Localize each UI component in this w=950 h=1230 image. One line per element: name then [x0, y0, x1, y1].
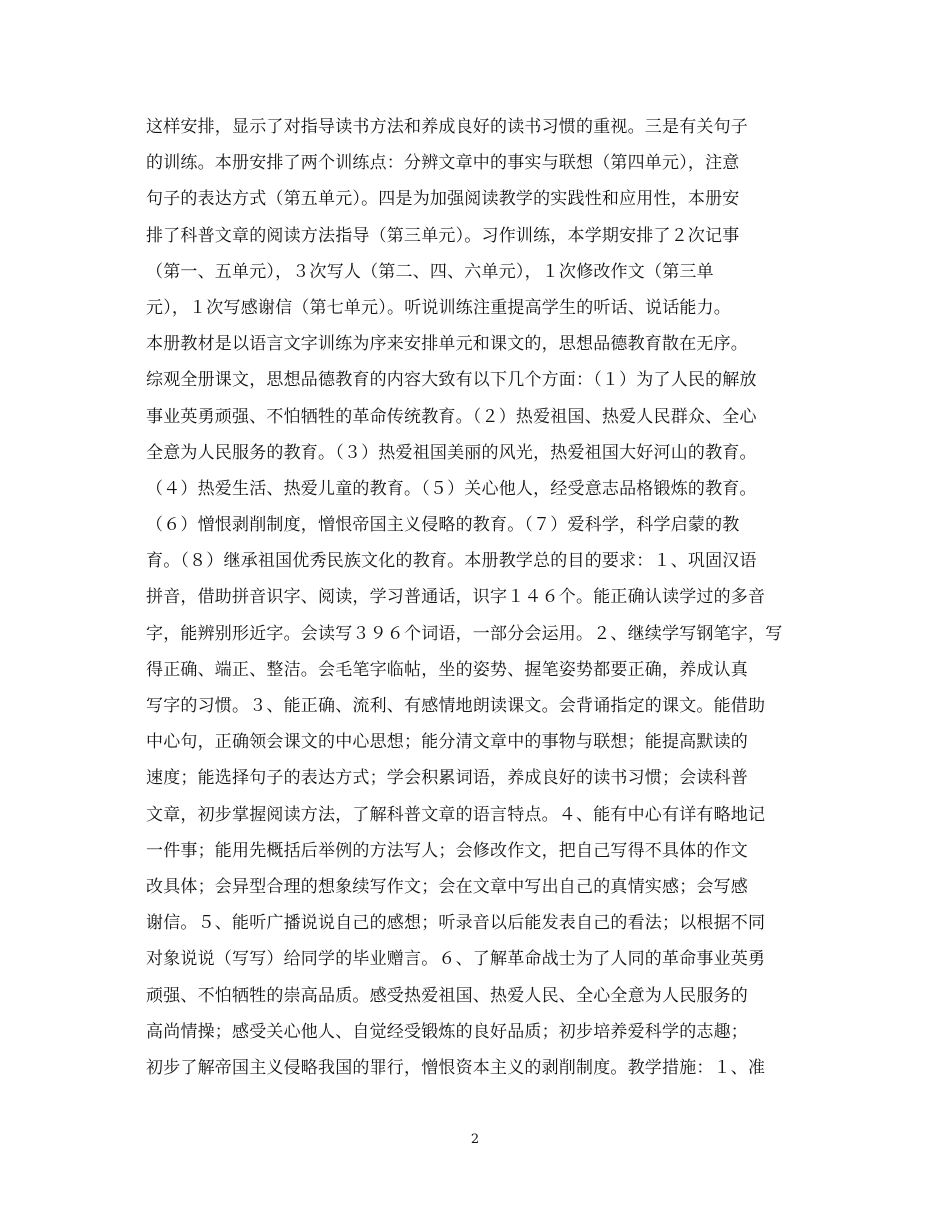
text-line: 文章，初步掌握阅读方法，了解科普文章的语言特点。４、能有中心有详有略地记 [146, 804, 766, 825]
text-line: 对象说说（写写）给同学的毕业赠言。６、了解革命战士为了人同的革命事业英勇 [146, 949, 766, 970]
text-line: 句子的表达方式（第五单元）。四是为加强阅读教学的实践性和应用性，本册安 [146, 189, 740, 210]
text-line: 事业英勇顽强、不怕牺牲的革命传统教育。（２）热爱祖国、热爱人民群众、全心 [146, 406, 757, 427]
text-line: 顽强、不怕牺牲的崇高品质。感受热爱祖国、热爱人民、全心全意为人民服务的 [146, 985, 748, 1006]
text-line: 中心句，正确领会课文的中心思想；能分清文章中的事物与联想；能提高默读的 [146, 732, 748, 753]
text-line: 综观全册课文，思想品德教育的内容大致有以下几个方面：（１）为了人民的解放 [146, 370, 757, 391]
text-line: 本册教材是以语言文字训练为序来安排单元和课文的，思想品德教育散在无序。 [146, 334, 748, 355]
text-line: 写字的习惯。３、能正确、流利、有感情地朗读课文。会背诵指定的课文。能借助 [146, 696, 766, 716]
text-line: 谢信。５、能听广播说说自己的感想；听录音以后能发表自己的看法；以根据不同 [146, 913, 766, 934]
text-line: （４）热爱生活、热爱儿童的教育。（５）关心他人，经受意志品格锻炼的教育。 [146, 478, 757, 499]
text-line: （第一、五单元），３次写人（第二、四、六单元），１次修改作文（第三单 [146, 261, 714, 282]
text-line: 初步了解帝国主义侵略我国的罪行，憎恨资本主义的剥削制度。教学措施：１、准 [146, 1057, 766, 1078]
text-line: （６）憎恨剥削制度，憎恨帝国主义侵略的教育。（７）爱科学，科学启蒙的教 [146, 515, 740, 536]
text-line: 得正确、端正、整洁。会毛笔字临帖，坐的姿势、握笔姿势都要正确，养成认真 [146, 659, 748, 680]
text-line: 字，能辨别形近字。会读写３９６个词语，一部分会运用。２、继续学写钢笔字，写 [146, 623, 783, 644]
page-number: 2 [470, 1132, 480, 1147]
text-line: 高尚情操；感受关心他人、自觉经受锻炼的良好品质；初步培养爱科学的志趣； [146, 1021, 748, 1042]
text-line: 改具体；会异型合理的想象续写作文；会在文章中写出自己的真情实感；会写感 [146, 876, 748, 897]
text-line: 的训练。本册安排了两个训练点：分辨文章中的事实与联想（第四单元），注意 [146, 153, 740, 174]
text-line: 速度；能选择句子的表达方式；学会积累词语，养成良好的读书习惯；会读科普 [146, 768, 748, 789]
text-line: 排了科普文章的阅读方法指导（第三单元）。习作训练，本学期安排了２次记事 [146, 225, 740, 246]
text-line: 一件事；能用先概括后举例的方法写人；会修改作文，把自己写得不具体的作文 [146, 840, 748, 861]
text-line: 这样安排，显示了对指导读书方法和养成良好的读书习惯的重视。三是有关句子 [146, 117, 748, 137]
text-line: 全意为人民服务的教育。（３）热爱祖国美丽的风光，热爱祖国大好河山的教育。 [146, 442, 757, 463]
text-line: 元），１次写感谢信（第七单元）。听说训练注重提高学生的听话、说话能力。 [146, 297, 731, 318]
text-line: 拼音，借助拼音识字、阅读，学习普通话，识字１４６个。能正确认读学过的多音 [146, 587, 766, 608]
body-text [146, 109, 806, 1086]
text-line: 育。（８）继承祖国优秀民族文化的教育。本册教学总的目的要求：１、巩固汉语 [146, 551, 757, 572]
